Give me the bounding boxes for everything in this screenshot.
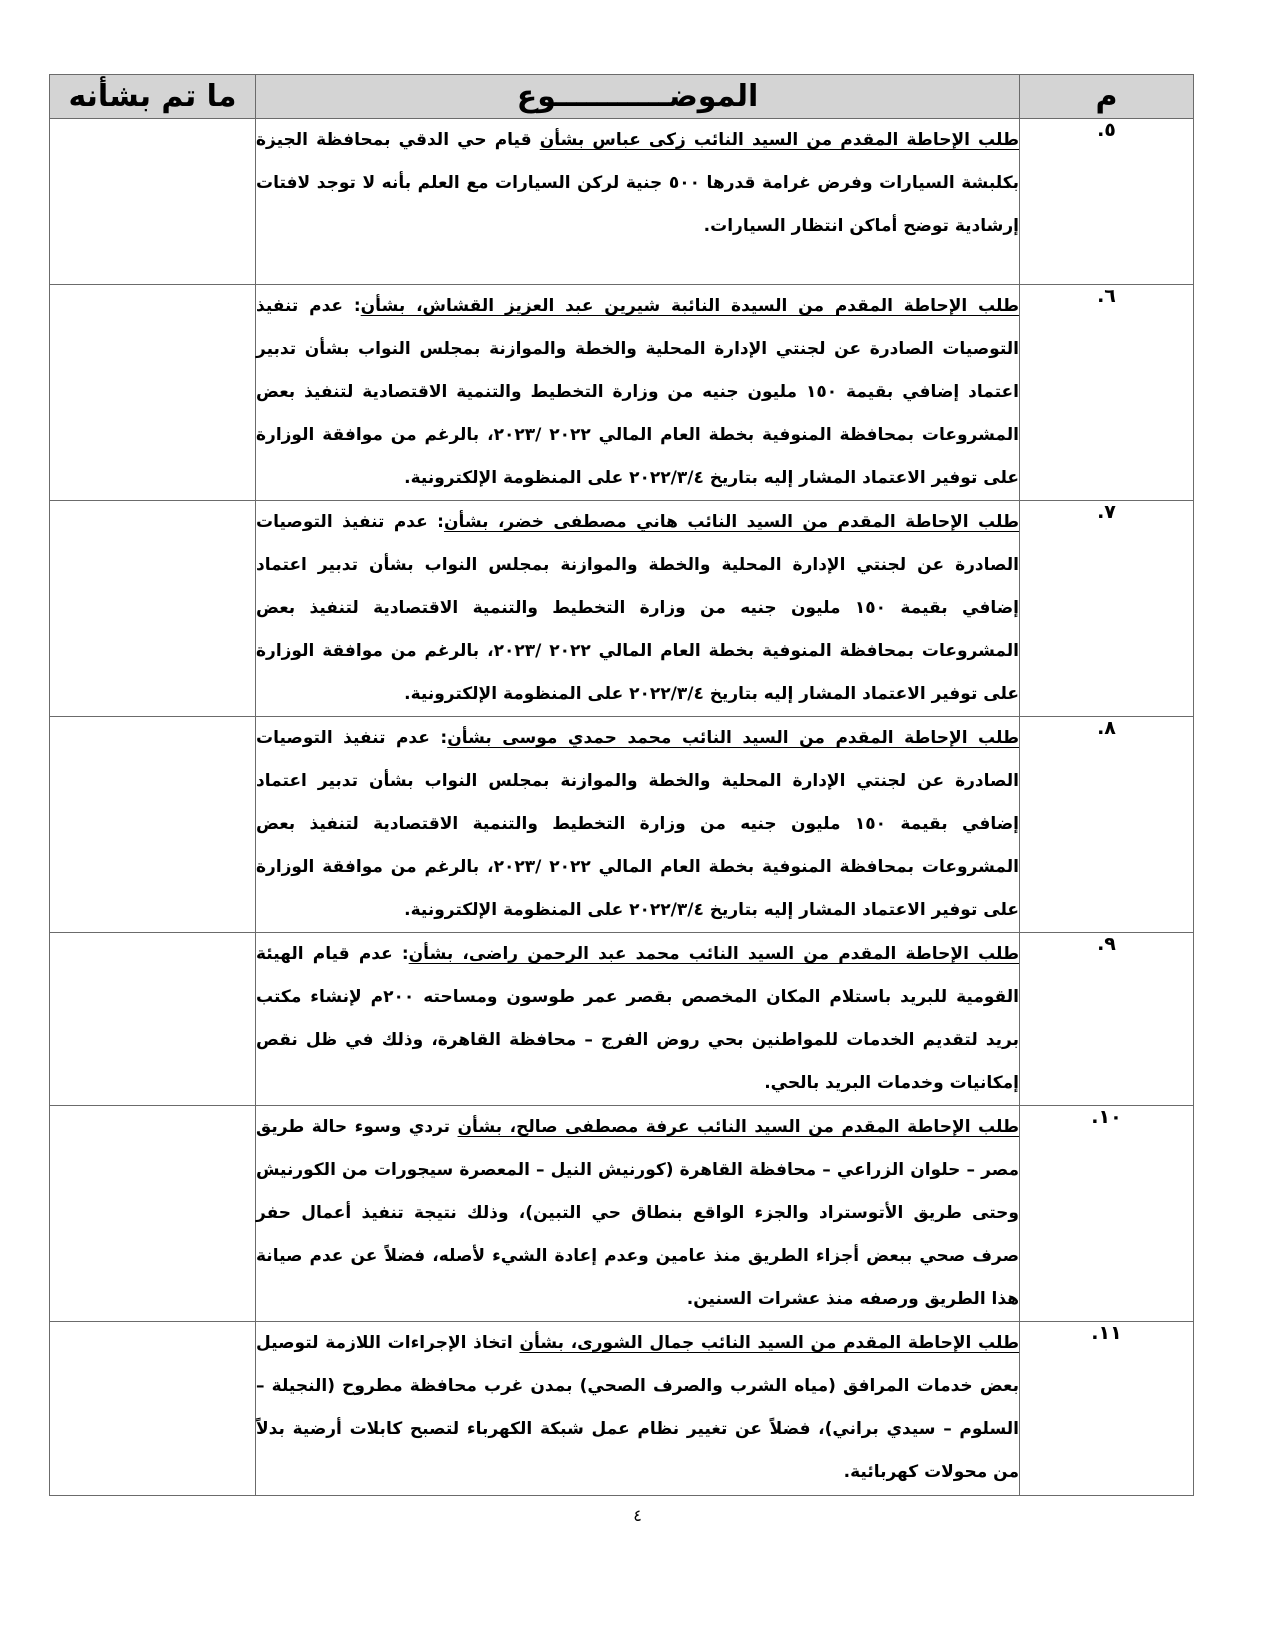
row-subject-body: قيام حي الدقي بمحافظة الجيزة بكلبشة السيارات وفرض غرامة قدرها ٥٠٠ جنية لركن السيارات مع العلم بأنه لا توجد لافتات إرشادية توضح أماكن انتظار السيارات.	[256, 130, 1019, 236]
row-action	[50, 933, 256, 1106]
table-row	[50, 501, 1194, 717]
row-action	[50, 1106, 256, 1322]
row-subject-body: : عدم تنفيذ التوصيات الصادرة عن لجنتي الإدارة المحلية والخطة والموازنة بمجلس النواب بشأن تدبير اعتماد إضافي بقيمة ١٥٠ مليون جنيه من وزارة التخطيط والتنمية الاقتصادية لتنفيذ بعض المشروعات بمحافظة المنوفية بخطة العام المالي ٢٠٢٢ /٢٠٢٣، بالرغم من موافقة الوزارة على توفير الاعتماد المشار إليه بتاريخ ٢٠٢٢/٣/٤ على المنظومة الإلكترونية.	[256, 728, 1019, 920]
table-row	[50, 1322, 1194, 1496]
row-action	[50, 717, 256, 933]
row-number: ٩.	[1020, 933, 1194, 1106]
row-subject	[256, 501, 1020, 717]
row-action	[50, 285, 256, 501]
row-subject	[256, 1106, 1020, 1322]
row-subject-lead: طلب الإحاطة المقدم من السيد النائب عرفة مصطفى صالح، بشأن	[457, 1117, 1019, 1137]
row-subject-body: : عدم قيام الهيئة القومية للبريد باستلام المكان المخصص بقصر عمر طوسون ومساحته ٢٠٠م لإنشاء مكتب بريد لتقديم الخدمات للمواطنين بحي روض الفرج – محافظة القاهرة، وذلك في ظل نقص إمكانيات وخدمات البريد بالحي.	[256, 944, 1019, 1093]
agenda-table	[49, 74, 1194, 1496]
row-subject	[256, 285, 1020, 501]
row-subject-lead: طلب الإحاطة المقدم من السيد النائب جمال الشورى، بشأن	[519, 1333, 1020, 1353]
row-subject-lead: طلب الإحاطة المقدم من السيد النائب زكى عباس بشأن	[539, 130, 1019, 150]
row-subject	[256, 119, 1020, 285]
row-subject-lead: طلب الإحاطة المقدم من السيد النائب محمد حمدي موسى بشأن	[447, 728, 1019, 748]
row-subject-lead: طلب الإحاطة المقدم من السيدة النائبة شيرين عبد العزيز القشاش، بشأن	[360, 296, 1019, 316]
row-subject	[256, 933, 1020, 1106]
row-number: ١٠.	[1020, 1106, 1194, 1322]
header-number: م	[1020, 75, 1194, 119]
row-subject-body: تردي وسوء حالة طريق مصر – حلوان الزراعي – محافظة القاهرة (كورنيش النيل – المعصرة سيجورات من الكورنيش وحتى طريق الأتوستراد والجزء الواقع بنطاق حي التبين)، وذلك نتيجة تنفيذ أعمال حفر صرف صحي ببعض أجزاء الطريق منذ عامين وعدم إعادة الشيء لأصله، فضلاً عن عدم صيانة هذا الطريق ورصفه منذ عشرات السنين.	[256, 1117, 1019, 1309]
table-row	[50, 933, 1194, 1106]
table-row	[50, 717, 1194, 933]
page-number: ٤	[633, 1506, 642, 1525]
table-row	[50, 1106, 1194, 1322]
table-row	[50, 119, 1194, 285]
row-number: ٨.	[1020, 717, 1194, 933]
row-number: ٥.	[1020, 119, 1194, 285]
table-header-row	[50, 75, 1194, 119]
row-subject	[256, 717, 1020, 933]
row-action	[50, 501, 256, 717]
row-subject	[256, 1322, 1020, 1496]
row-subject-lead: طلب الإحاطة المقدم من السيد النائب هاني مصطفى خضر، بشأن	[443, 512, 1020, 532]
row-subject-body: : عدم تنفيذ التوصيات الصادرة عن لجنتي الإدارة المحلية والخطة والموازنة بمجلس النواب بشأن تدبير اعتماد إضافي بقيمة ١٥٠ مليون جنيه من وزارة التخطيط والتنمية الاقتصادية لتنفيذ بعض المشروعات بمحافظة المنوفية بخطة العام المالي ٢٠٢٢ /٢٠٢٣، بالرغم من موافقة الوزارة على توفير الاعتماد المشار إليه بتاريخ ٢٠٢٢/٣/٤ على المنظومة الإلكترونية.	[256, 512, 1019, 704]
row-number: ٦.	[1020, 285, 1194, 501]
row-number: ٧.	[1020, 501, 1194, 717]
header-action: ما تم بشأنه	[50, 75, 256, 119]
row-subject-body: : عدم تنفيذ التوصيات الصادرة عن لجنتي الإدارة المحلية والخطة والموازنة بمجلس النواب بشأن تدبير اعتماد إضافي بقيمة ١٥٠ مليون جنيه من وزارة التخطيط والتنمية الاقتصادية لتنفيذ بعض المشروعات بمحافظة المنوفية بخطة العام المالي ٢٠٢٢ /٢٠٢٣، بالرغم من موافقة الوزارة على توفير الاعتماد المشار إليه بتاريخ ٢٠٢٢/٣/٤ على المنظومة الإلكترونية.	[256, 296, 1019, 488]
row-number: ١١.	[1020, 1322, 1194, 1496]
row-action	[50, 119, 256, 285]
row-subject-lead: طلب الإحاطة المقدم من السيد النائب محمد عبد الرحمن راضى، بشأن	[408, 944, 1020, 964]
header-subject: الموضـــــــــــوع	[256, 75, 1020, 119]
row-action	[50, 1322, 256, 1496]
table-row	[50, 285, 1194, 501]
row-subject-body: اتخاذ الإجراءات اللازمة لتوصيل بعض خدمات المرافق (مياه الشرب والصرف الصحي) بمدن غرب محافظة مطروح (النجيلة – السلوم – سيدي براني)، فضلاً عن تغيير نظام عمل شبكة الكهرباء لتصبح كابلات أرضية بدلاً من محولات كهربائية.	[256, 1333, 1019, 1482]
